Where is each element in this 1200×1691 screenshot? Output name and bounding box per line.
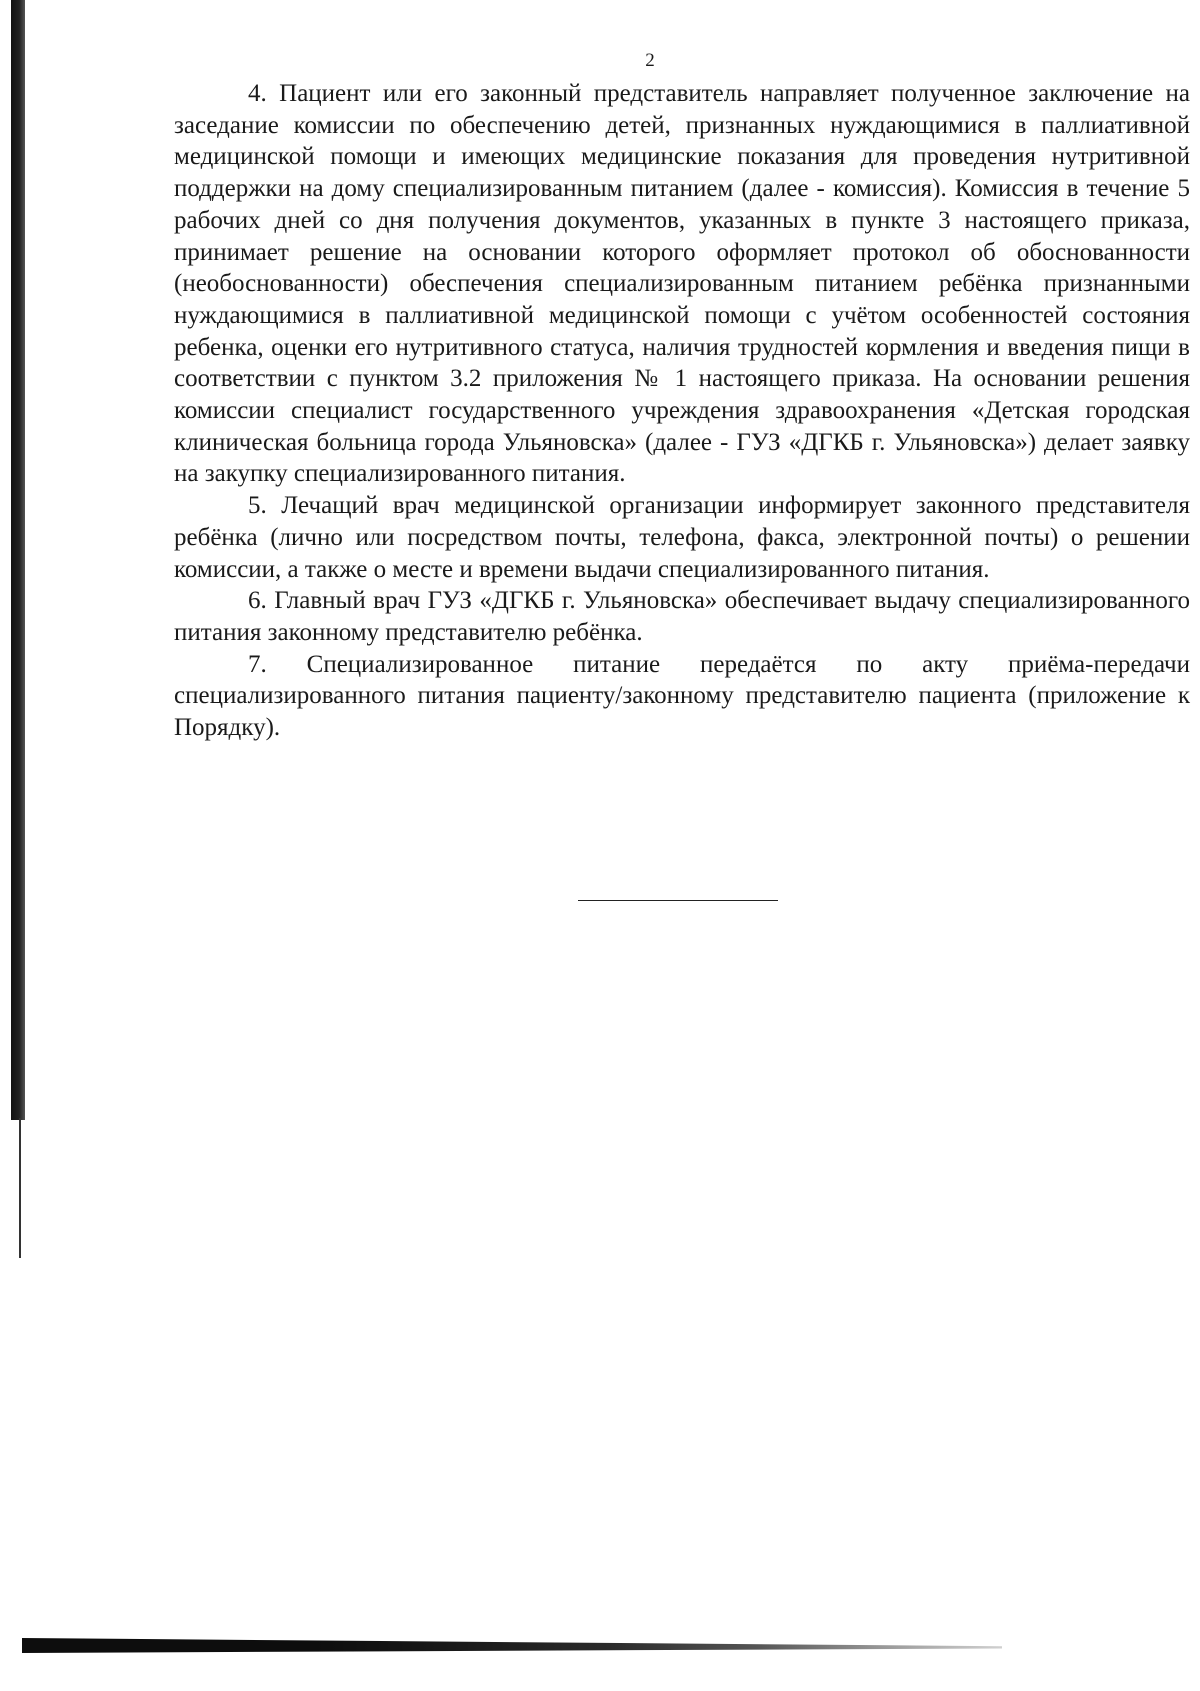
scan-edge-bottom [22, 1638, 1002, 1653]
paragraph-6: 6. Главный врач ГУЗ «ДГКБ г. Ульяновска» обеспечивает выдачу специализированного питания законному представителю ребёнка. [174, 587, 1190, 646]
paragraph-7: 7. Специализированное питание передаётся по акту приёма-передачи специализированного питания пациенту/законному представителю пациента (приложение к Порядку). [174, 650, 1190, 742]
paragraph-5: 5. Лечащий врач медицинской организации информирует законного представителя ребёнка (лично или посредством почты, телефона, факса, электронной почты) о решении комиссии, а также о месте и времени выдачи специализированного питания. [174, 492, 1190, 583]
scan-edge-left [11, 0, 25, 1120]
paragraph-4: 4. Пациент или его законный представитель направляет полученное заключение на заседание комиссии по обеспечению детей, признанных нуждающимися в паллиативной медицинской помощи и имеющих медицинские показания для проведения нутритивной поддержки на дому специализированным питанием (далее - комиссия). Комиссия в течение 5 рабочих дней со дня получения документов, указанных в пункте 3 настоящего приказа, принимает решение на основании которого оформляет протокол об обоснованности (необоснованности) обеспечения специализированным питанием ребёнка признанными нуждающимися в паллиативной медицинской помощи с учётом особенностей состояния ребенка, оценки его нутритивного статуса, наличия трудностей кормления и введения пищи в соответствии с пунктом 3.2 приложения № 1 настоящего приказа. На основании решения комиссии специалист государственного учреждения здравоохранения «Детская городская клиническая больница города Ульяновска» (далее - ГУЗ «ДГКБ г. Ульяновска») делает заявку на закупку специализированного питания. [174, 80, 1190, 488]
scan-edge-left-tail [19, 1118, 21, 1258]
document-body [174, 78, 1190, 744]
end-divider-line [578, 900, 778, 901]
page-number: 2 [645, 50, 655, 71]
